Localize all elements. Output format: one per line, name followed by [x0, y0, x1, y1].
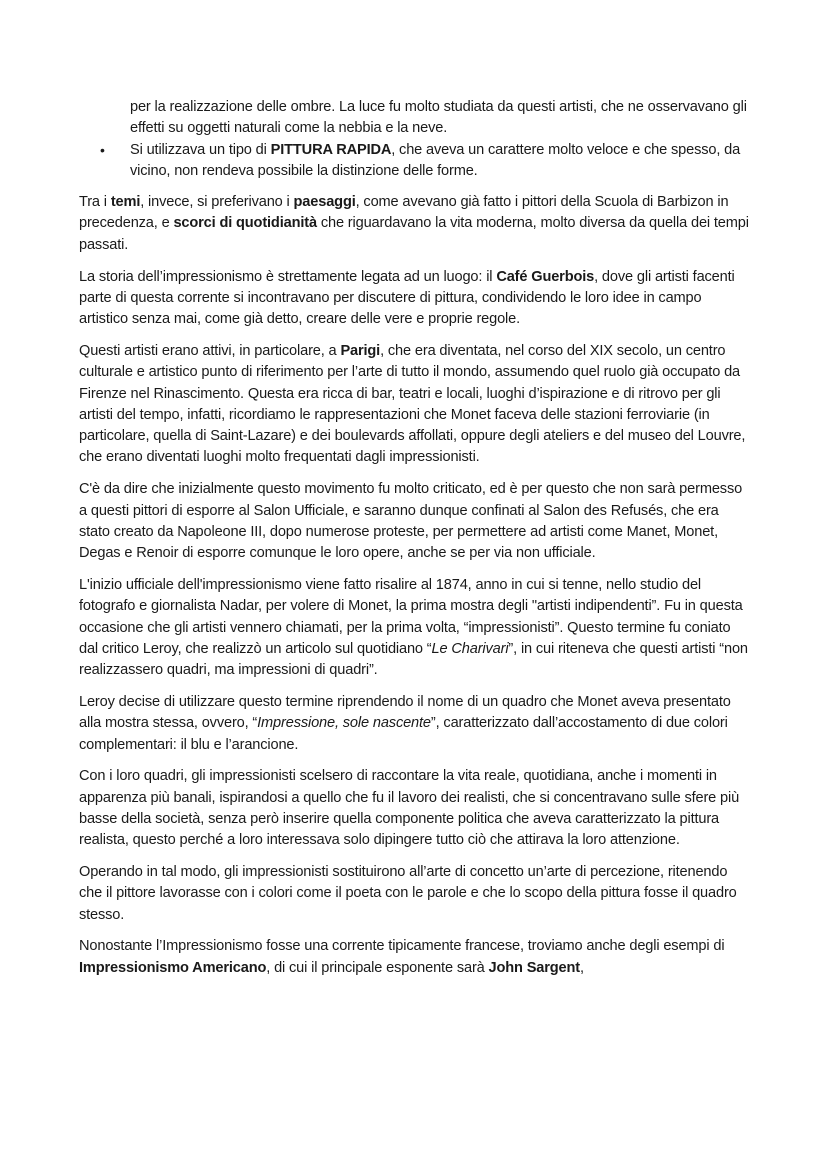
paragraph-leroy: [79, 692, 751, 756]
text-run: Nonostante l’Impressionismo fosse una corrente tipicamente francese, troviamo anche degli esempi di: [79, 938, 725, 955]
italic-title: Impressione, sole nascente: [257, 715, 431, 732]
list-text: , che aveva un carattere molto veloce e che spesso, da vicino, non rendeva possibile la distinzione delle forme.: [130, 141, 741, 179]
list-text: per la realizzazione delle ombre. La luce fu molto studiata da questi artisti, che ne osservavano gli effetti su oggetti naturali come la nebbia e la neve.: [130, 99, 747, 137]
text-run: Leroy decise di utilizzare questo termine riprendendo il nome di un quadro che Monet aveva presentato alla mostra stessa, ovvero, “: [79, 693, 731, 732]
paragraph-1874: [79, 575, 751, 681]
text-run: , come avevano già fatto i pittori della Scuola di Barbizon in precedenza, e: [79, 194, 729, 232]
list-item: [79, 140, 751, 183]
text-run: che riguardavano la vita moderna, molto diversa da quella dei tempi passati.: [79, 215, 749, 253]
paragraph-parigi: [79, 341, 751, 469]
text-run: Tra i: [79, 194, 111, 211]
bold-term: paesaggi: [293, 194, 356, 211]
text-run: ,: [579, 959, 584, 976]
bold-term: Café Guerbois: [496, 268, 595, 285]
text-run: Con i loro quadri, gli impressionisti scelsero di raccontare la vita reale, quotidiana, anche i momenti in apparenza più banali, ispirandosi a quello che fu il lavoro dei realisti, che si concentravano sulle sfere più basse della società, senza però inserire quella componente politica che aveva caratterizzato la pittura realista, questo perché a loro interessava solo dipingere tutto ciò che attirava la loro attenzione.: [79, 768, 740, 849]
paragraph-vita-reale: [79, 766, 751, 851]
bold-term: Impressionismo Americano: [79, 959, 267, 976]
text-run: ”, caratterizzato dall’accostamento di due colori complementari: il blu e l’arancione.: [79, 715, 728, 753]
list-item-continuation: [79, 97, 751, 140]
text-run: La storia dell’impressionismo è strettamente legata ad un luogo: il: [79, 268, 497, 285]
bold-term: PITTURA RAPIDA: [270, 141, 392, 158]
paragraph-temi: [79, 192, 751, 256]
italic-title: Le Charivari: [431, 640, 509, 657]
list-text: Si utilizzava un tipo di: [130, 141, 271, 158]
document-page: [79, 97, 751, 989]
text-run: ”, in cui riteneva che questi artisti “non realizzassero quadri, ma impressioni di quadri”.: [79, 640, 748, 679]
bold-term: Parigi: [340, 342, 381, 359]
text-run: , invece, si preferivano i: [140, 194, 294, 211]
text-run: , che era diventata, nel corso del XIX secolo, un centro culturale e artistico punto di riferimento per l’arte di tutto il mondo, assumendo quel ruolo già occupato da Firenze nel Rinascimento. Questa era ricca di bar, teatri e locali, luoghi d’ispirazione e di ritrovo per gli artisti del tempo, infatti, ricordiamo le rappresentazioni che Monet faceva delle stazioni ferroviarie (in particolare, quella di Saint-Lazare) e dei boulevards affollati, oppure degli ateliers e del museo del Louvre, che erano diventati luoghi molto frequentati dagli impressionisti.: [79, 342, 746, 466]
bold-term: temi: [110, 194, 141, 211]
text-run: Operando in tal modo, gli impressionisti sostituirono all’arte di concetto un’arte di percezione, ritenendo che il pittore lavorasse con i colori come il poeta con le parole e che lo scopo della pittura fosse il quadro stesso.: [79, 864, 737, 923]
text-run: , dove gli artisti facenti parte di questa corrente si incontravano per discutere di pittura, condividendo le loro idee in campo artistico senza mai, come già detto, creare delle vere e proprie regole.: [79, 268, 735, 328]
paragraph-percezione: [79, 862, 751, 926]
bold-term: scorci di quotidianità: [173, 215, 317, 232]
text-run: L'inizio ufficiale dell'impressionismo viene fatto risalire al 1874, anno in cui si tenne, nello studio del fotografo e giornalista Nadar, per volere di Monet, la prima mostra degli "artisti indipendenti”. Fu in questa occasione che gli artisti vennero chiamati, per la prima volta, “impressionisti”. Questo termine fu coniato dal critico Leroy, che realizzò un articolo sul quotidiano “: [79, 576, 743, 657]
paragraph-americano: [79, 936, 751, 979]
bold-term: John Sargent: [488, 959, 580, 976]
text-run: Questi artisti erano attivi, in particolare, a: [79, 342, 341, 359]
paragraph-salon: [79, 479, 751, 564]
bullet-icon: •: [100, 141, 105, 158]
text-run: , di cui il principale esponente sarà: [266, 959, 489, 976]
bullet-list: [79, 97, 751, 182]
text-run: C'è da dire che inizialmente questo movimento fu molto criticato, ed è per questo che non sarà permesso a questi pittori di esporre al Salon Ufficiale, e saranno dunque confinati al Salon des Refusés, che era stato creato da Napoleone III, dopo numerose proteste, per permettere ad artisti come Manet, Monet, Degas e Renoir di esporre comunque le loro opere, anche se per via non ufficiale.: [79, 481, 743, 562]
paragraph-cafe-guerbois: [79, 267, 751, 331]
